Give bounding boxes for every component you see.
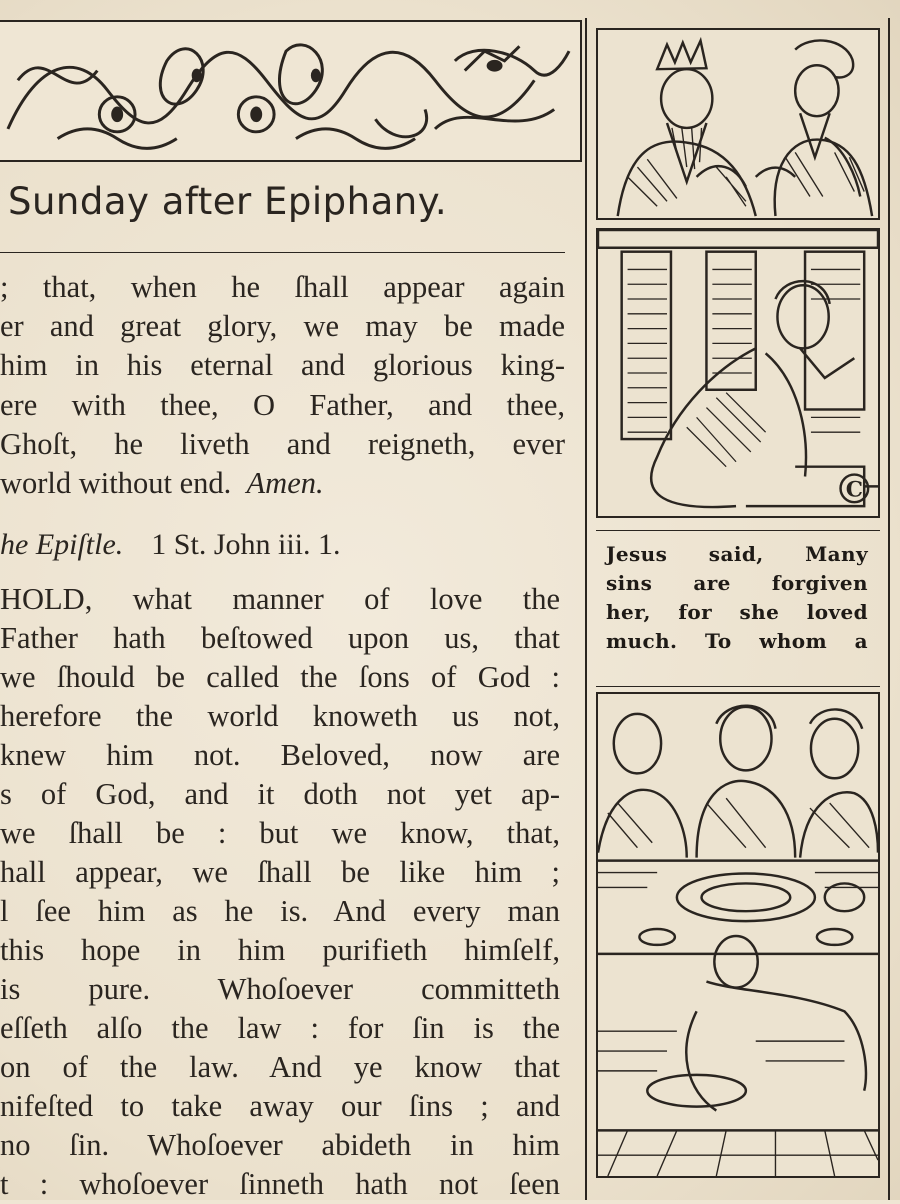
epistle-line: l ſee him as he is. And every man <box>0 894 560 928</box>
monogram-label: C <box>845 477 863 503</box>
epistle-line: eſſeth alſo the law : for ſin is the <box>0 1011 560 1045</box>
collect-amen: Amen. <box>246 466 324 501</box>
woodcut-figures-icon <box>598 30 878 218</box>
woodcut-kneeling-icon <box>598 230 878 516</box>
blackletter-caption <box>606 540 868 656</box>
running-head-title: Sunday after Epiphany. <box>8 180 448 223</box>
epistle-reference: 1 St. John iii. 1. <box>151 528 341 561</box>
epistle-line: no ſin. Whoſoever abideth in him <box>0 1128 560 1162</box>
collect-line: world without end. <box>0 466 232 501</box>
woodcut-kneeling-figure <box>596 228 880 518</box>
collect-text <box>0 268 565 503</box>
epistle-line: HOLD, what manner of love the <box>0 582 560 616</box>
epistle-line: knew him not. Beloved, now are <box>0 738 560 772</box>
collect-line: him in his eternal and glorious king- <box>0 348 565 383</box>
collect-line: ; that, when he ſhall appear again <box>0 270 565 304</box>
woodcut-supper-scene <box>596 692 880 1178</box>
epistle-line: herefore the world knoweth us not, <box>0 699 560 733</box>
epistle-label: he Epiſtle. <box>0 528 124 561</box>
epistle-line: Father hath beſtowed upon us, that <box>0 621 560 655</box>
woodcut-two-figures <box>596 28 880 220</box>
epistle-line: is pure. Whoſoever committeth <box>0 972 560 1006</box>
collect-line: er and great glory, we may be made <box>0 309 565 344</box>
collect-line: ere with thee, O Father, and thee, <box>0 387 565 422</box>
headpiece-ornament-icon <box>0 22 580 160</box>
caption-line: Jesus said, Many <box>606 542 868 566</box>
ornamental-headpiece <box>0 20 582 162</box>
header-rule <box>0 252 565 253</box>
epistle-heading <box>0 528 565 562</box>
epistle-line: t : whoſoever ſinneth hath not ſeen <box>0 1167 560 1201</box>
epistle-line: nifeſted to take away our ſins ; and <box>0 1089 560 1123</box>
side-rule-top <box>596 530 880 531</box>
caption-line: much. To whom a <box>606 629 868 653</box>
epistle-line: s of God, and it doth not yet ap- <box>0 777 560 811</box>
epistle-line: hall appear, we ſhall be like him ; <box>0 855 560 889</box>
caption-line: her, for she loved <box>606 600 868 624</box>
collect-last-line <box>0 464 565 503</box>
epistle-line: we ſhould be called the ſons of God : <box>0 660 560 694</box>
epistle-line: this hope in him purifieth himſelf, <box>0 933 560 967</box>
epistle-line: on of the law. And ye know that <box>0 1050 560 1084</box>
side-rule-bottom <box>596 686 880 687</box>
epistle-line: we ſhall be : but we know, that, <box>0 816 560 850</box>
collect-line: Ghoſt, he liveth and reigneth, ever <box>0 426 565 461</box>
epistle-text <box>0 580 560 1204</box>
caption-line: sins are forgiven <box>606 571 868 595</box>
woodcut-supper-icon <box>598 694 878 1176</box>
